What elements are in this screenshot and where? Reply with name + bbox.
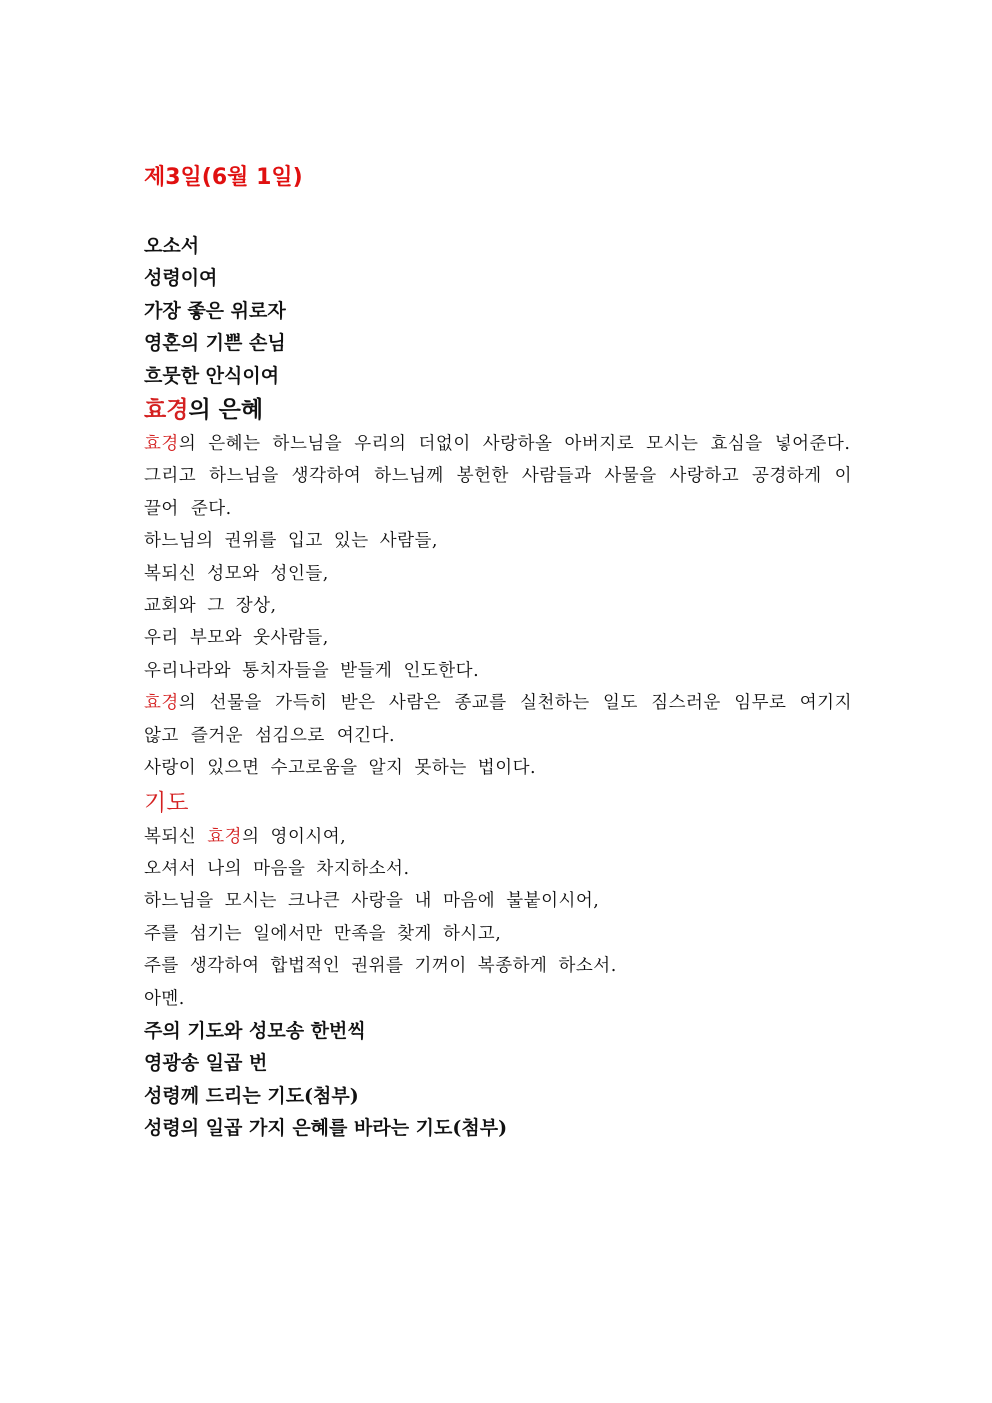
prayer-line: 하느님을 모시는 크나큰 사랑을 내 마음에 불붙이시어, [144,891,600,912]
prayer-line: 아멘. [144,988,185,1009]
paragraph-text: 의 은혜는 하느님을 우리의 더없이 사랑하올 아버지로 모시는 효심을 넣어준다. [178,434,851,455]
closing-line: 주의 기도와 성모송 한번씩 [144,1019,366,1042]
paragraph: 사랑이 있으면 수고로움을 알지 못하는 법이다. [144,758,537,779]
prayer-text: 의 영이시여, [242,826,347,847]
hymn-line: 흐뭇한 안식이여 [144,364,280,387]
closing-line: 영광송 일곱 번 [144,1052,268,1075]
keyword: 효경 [144,693,179,714]
page-title: 제3일(6월 1일) [144,165,303,190]
section-heading-gift [144,392,852,428]
heading-rest: 의 은혜 [188,396,264,424]
closing-block [144,1015,852,1145]
list-item: 교회와 그 장상, [144,596,277,617]
list-item: 우리나라와 통치자들을 받들게 인도한다. [144,660,480,681]
closing-line: 성령께 드리는 기도(첨부) [144,1084,359,1107]
hymn-line: 성령이여 [144,267,218,290]
prayer-text: 복되신 [144,826,208,847]
section-heading-prayer: 기도 [144,789,189,816]
closing-line: 성령의 일곱 가지 은혜를 바라는 기도(첨부) [144,1117,508,1140]
paragraph [144,687,852,752]
keyword: 효경 [207,826,243,847]
document-page [144,160,852,1145]
paragraph-text: 의 선물을 가득히 받은 사람은 종교를 실천하는 일도 짐스러운 임무로 여기지 않고 즐거운 섬김으로 여긴다. [144,693,852,746]
hymn-line: 오소서 [144,235,200,257]
prayer-line: 주를 생각하여 합법적인 권위를 기꺼이 복종하게 하소서. [144,956,617,977]
hymn-block [144,230,852,392]
hymn-line: 영혼의 기쁜 손님 [144,332,286,355]
list-item: 하느님의 권위를 입고 있는 사람들, [144,531,438,552]
prayer-line: 주를 섬기는 일에서만 만족을 찾게 하시고, [144,923,502,944]
prayer-line: 오셔서 나의 마음을 차지하소서. [144,858,410,879]
hymn-line: 가장 좋은 위로자 [144,299,286,322]
paragraph [144,428,852,460]
keyword: 효경 [144,434,179,455]
heading-keyword: 효경 [144,396,189,424]
paragraph: 그리고 하느님을 생각하여 하느님께 봉헌한 사람들과 사물을 사랑하고 공경하게 이끌어 준다. [144,466,852,519]
list-item: 우리 부모와 웃사람들, [144,628,329,649]
prayer-line [144,821,852,853]
list-item: 복되신 성모와 성인들, [144,563,329,584]
